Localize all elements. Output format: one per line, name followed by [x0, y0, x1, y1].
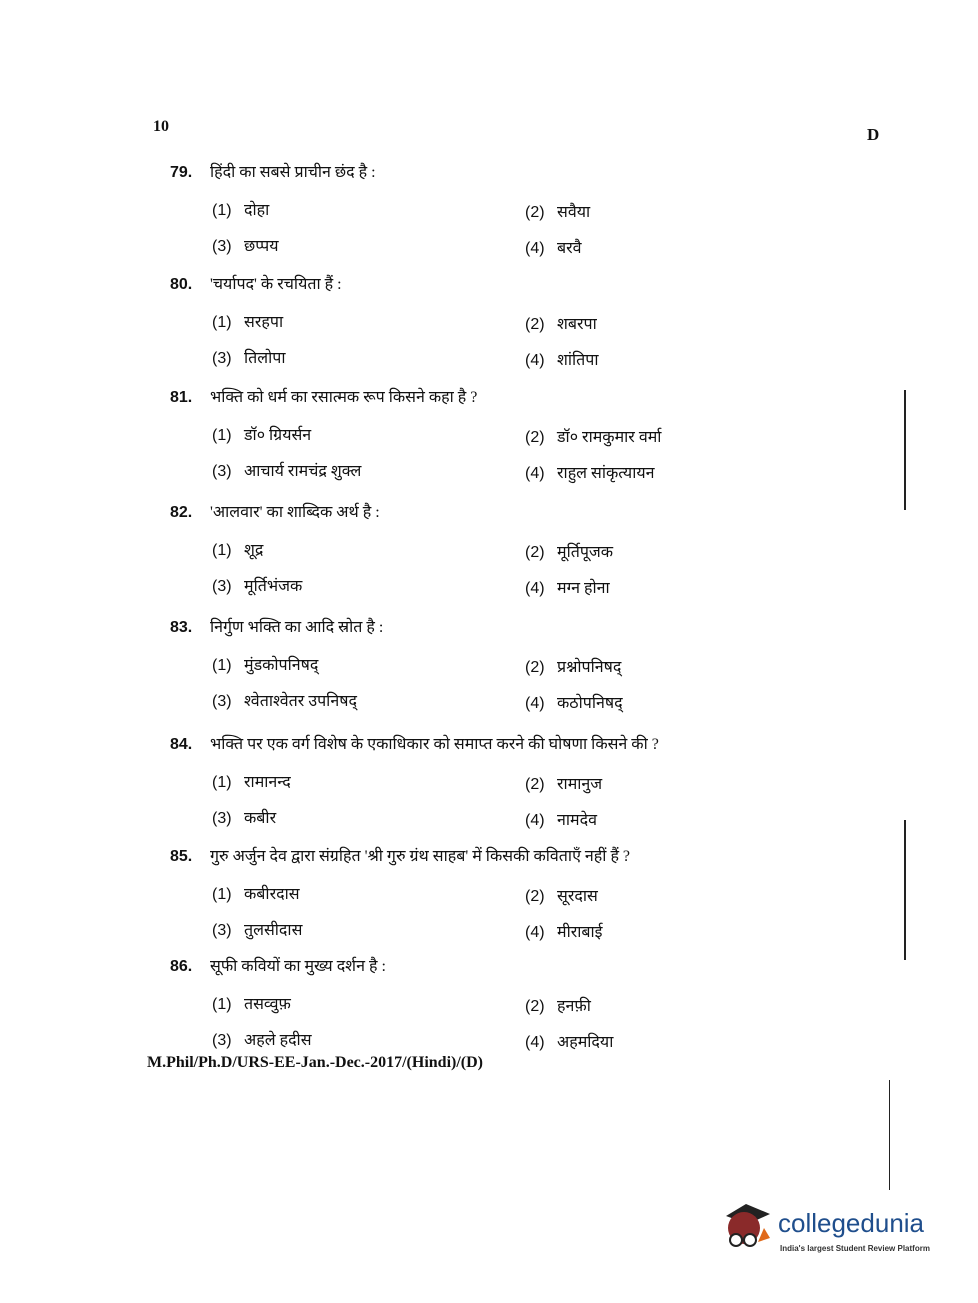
option-1[interactable]: [212, 770, 291, 792]
option-text: अहमदिया: [557, 1034, 614, 1051]
option-2[interactable]: [525, 772, 602, 794]
option-text: अहले हदीस: [244, 1032, 312, 1049]
option-label: (3): [212, 578, 232, 595]
option-2[interactable]: [525, 200, 590, 222]
brand-tagline: India's largest Student Review Platform: [780, 1244, 930, 1253]
question-number: 81.: [170, 389, 193, 406]
question-text: हिंदी का सबसे प्राचीन छंद है :: [210, 164, 376, 181]
option-1[interactable]: [212, 423, 311, 445]
question-number: 84.: [170, 736, 193, 753]
option-3[interactable]: [212, 918, 302, 940]
option-label: (1): [212, 202, 232, 219]
option-2[interactable]: [525, 994, 591, 1016]
option-4[interactable]: [525, 691, 623, 713]
option-label: (3): [212, 463, 232, 480]
scan-edge-line: [904, 820, 906, 960]
option-3[interactable]: [212, 346, 286, 368]
option-label: (4): [525, 695, 545, 712]
option-label: (2): [525, 888, 545, 905]
option-text: कबीर: [244, 810, 277, 827]
option-text: मीराबाई: [557, 924, 603, 941]
question-text: सूफी कवियों का मुख्य दर्शन है :: [210, 958, 386, 975]
option-4[interactable]: [525, 576, 610, 598]
option-text: राहुल सांकृत्यायन: [557, 465, 655, 482]
option-1[interactable]: [212, 653, 318, 675]
option-text: बरवै: [557, 240, 582, 257]
question-stem: [170, 160, 376, 182]
option-text: आचार्य रामचंद्र शुक्ल: [244, 463, 362, 480]
option-label: (1): [212, 996, 232, 1013]
question-item: [170, 272, 770, 382]
option-text: प्रश्नोपनिषद्: [557, 659, 622, 676]
option-text: हनफ़ी: [557, 998, 591, 1015]
option-label: (3): [212, 238, 232, 255]
option-2[interactable]: [525, 312, 597, 334]
scan-edge-line: [904, 390, 906, 510]
question-number: 85.: [170, 848, 193, 865]
option-text: कबीरदास: [244, 886, 300, 903]
question-stem: [170, 954, 386, 976]
question-item: [170, 160, 770, 270]
question-text: भक्ति पर एक वर्ग विशेष के एकाधिकार को समाप्त करने की घोषणा किसने की ?: [210, 736, 659, 753]
option-text: तसव्वुफ़: [244, 996, 291, 1013]
option-label: (4): [525, 1034, 545, 1051]
option-text: मूर्तिपूजक: [557, 544, 614, 561]
option-label: (3): [212, 922, 232, 939]
option-label: (2): [525, 998, 545, 1015]
page-number: 10: [153, 118, 169, 135]
option-3[interactable]: [212, 574, 302, 596]
question-text: भक्ति को धर्म का रसात्मक रूप किसने कहा है ?: [210, 389, 478, 406]
question-number: 80.: [170, 276, 193, 293]
option-label: (1): [212, 427, 232, 444]
question-item: [170, 500, 770, 610]
option-3[interactable]: [212, 234, 279, 256]
option-label: (3): [212, 1032, 232, 1049]
option-text: शांतिपा: [557, 352, 599, 369]
option-label: (4): [525, 240, 545, 257]
option-label: (2): [525, 316, 545, 333]
option-text: श्वेताश्वेतर उपनिषद्: [244, 693, 357, 710]
option-4[interactable]: [525, 236, 582, 258]
option-4[interactable]: [525, 348, 599, 370]
scan-edge-line: [889, 1080, 890, 1190]
option-text: सरहपा: [244, 314, 284, 331]
option-text: डॉ० रामकुमार वर्मा: [557, 429, 662, 446]
option-label: (2): [525, 776, 545, 793]
option-text: छप्पय: [244, 238, 279, 255]
option-3[interactable]: [212, 689, 357, 711]
option-label: (4): [525, 465, 545, 482]
option-text: सूरदास: [557, 888, 598, 905]
option-4[interactable]: [525, 920, 603, 942]
option-1[interactable]: [212, 538, 263, 560]
option-label: (1): [212, 774, 232, 791]
option-text: कठोपनिषद्: [557, 695, 623, 712]
option-1[interactable]: [212, 310, 283, 332]
option-1[interactable]: [212, 992, 291, 1014]
option-text: रामानन्द: [244, 774, 291, 791]
option-3[interactable]: [212, 806, 276, 828]
option-text: डॉ० ग्रियर्सन: [244, 427, 312, 444]
question-item: [170, 732, 770, 842]
option-2[interactable]: [525, 540, 613, 562]
option-2[interactable]: [525, 655, 621, 677]
question-item: [170, 844, 770, 954]
option-text: सवैया: [557, 204, 591, 221]
option-4[interactable]: [525, 461, 655, 483]
option-4[interactable]: [525, 1030, 613, 1052]
option-2[interactable]: [525, 884, 598, 906]
mascot-icon: [718, 1198, 774, 1258]
question-stem: [170, 272, 342, 294]
question-number: 83.: [170, 619, 193, 636]
option-label: (1): [212, 886, 232, 903]
option-4[interactable]: [525, 808, 597, 830]
option-text: शबरपा: [557, 316, 597, 333]
question-item: [170, 954, 770, 1064]
set-code: D: [867, 125, 880, 144]
question-stem: [170, 844, 630, 866]
option-label: (2): [525, 544, 545, 561]
question-stem: [170, 615, 383, 637]
option-text: मुंडकोपनिषद्: [244, 657, 319, 674]
question-item: [170, 615, 770, 725]
option-label: (4): [525, 924, 545, 941]
question-number: 79.: [170, 164, 193, 181]
option-text: मग्न होना: [557, 580, 610, 597]
option-label: (2): [525, 204, 545, 221]
option-label: (1): [212, 542, 232, 559]
question-stem: [170, 732, 659, 754]
question-text: निर्गुण भक्ति का आदि स्रोत है :: [210, 619, 384, 636]
question-stem: [170, 500, 380, 522]
option-3[interactable]: [212, 1028, 312, 1050]
question-stem: [170, 385, 477, 407]
option-text: रामानुज: [557, 776, 603, 793]
option-text: दोहा: [244, 202, 270, 219]
option-2[interactable]: [525, 425, 661, 447]
option-label: (3): [212, 810, 232, 827]
question-number: 86.: [170, 958, 193, 975]
option-label: (2): [525, 659, 545, 676]
option-label: (1): [212, 314, 232, 331]
option-label: (4): [525, 580, 545, 597]
question-item: [170, 385, 770, 495]
option-text: नामदेव: [557, 812, 597, 829]
option-label: (3): [212, 693, 232, 710]
brand-name: collegedunia: [778, 1208, 925, 1238]
option-label: (1): [212, 657, 232, 674]
option-label: (3): [212, 350, 232, 367]
option-3[interactable]: [212, 459, 361, 481]
option-text: मूर्तिभंजक: [244, 578, 303, 595]
option-text: तिलोपा: [244, 350, 286, 367]
footer-code: M.Phil/Ph.D/URS-EE-Jan.-Dec.-2017/(Hindi)/(D): [147, 1054, 483, 1071]
option-1[interactable]: [212, 198, 269, 220]
question-text: गुरु अर्जुन देव द्वारा संग्रहित 'श्री गुरु ग्रंथ साहब' में किसकी कविताएँ नहीं हैं ?: [210, 848, 631, 865]
option-text: शूद्र: [244, 542, 264, 559]
option-label: (4): [525, 812, 545, 829]
question-text: 'चर्यापद' के रचयिता हैं :: [210, 276, 342, 293]
collegedunia-logo: [718, 1198, 948, 1262]
option-label: (2): [525, 429, 545, 446]
option-label: (4): [525, 352, 545, 369]
option-text: तुलसीदास: [244, 922, 303, 939]
option-1[interactable]: [212, 882, 300, 904]
question-text: 'आलवार' का शाब्दिक अर्थ है :: [210, 504, 380, 521]
question-number: 82.: [170, 504, 193, 521]
